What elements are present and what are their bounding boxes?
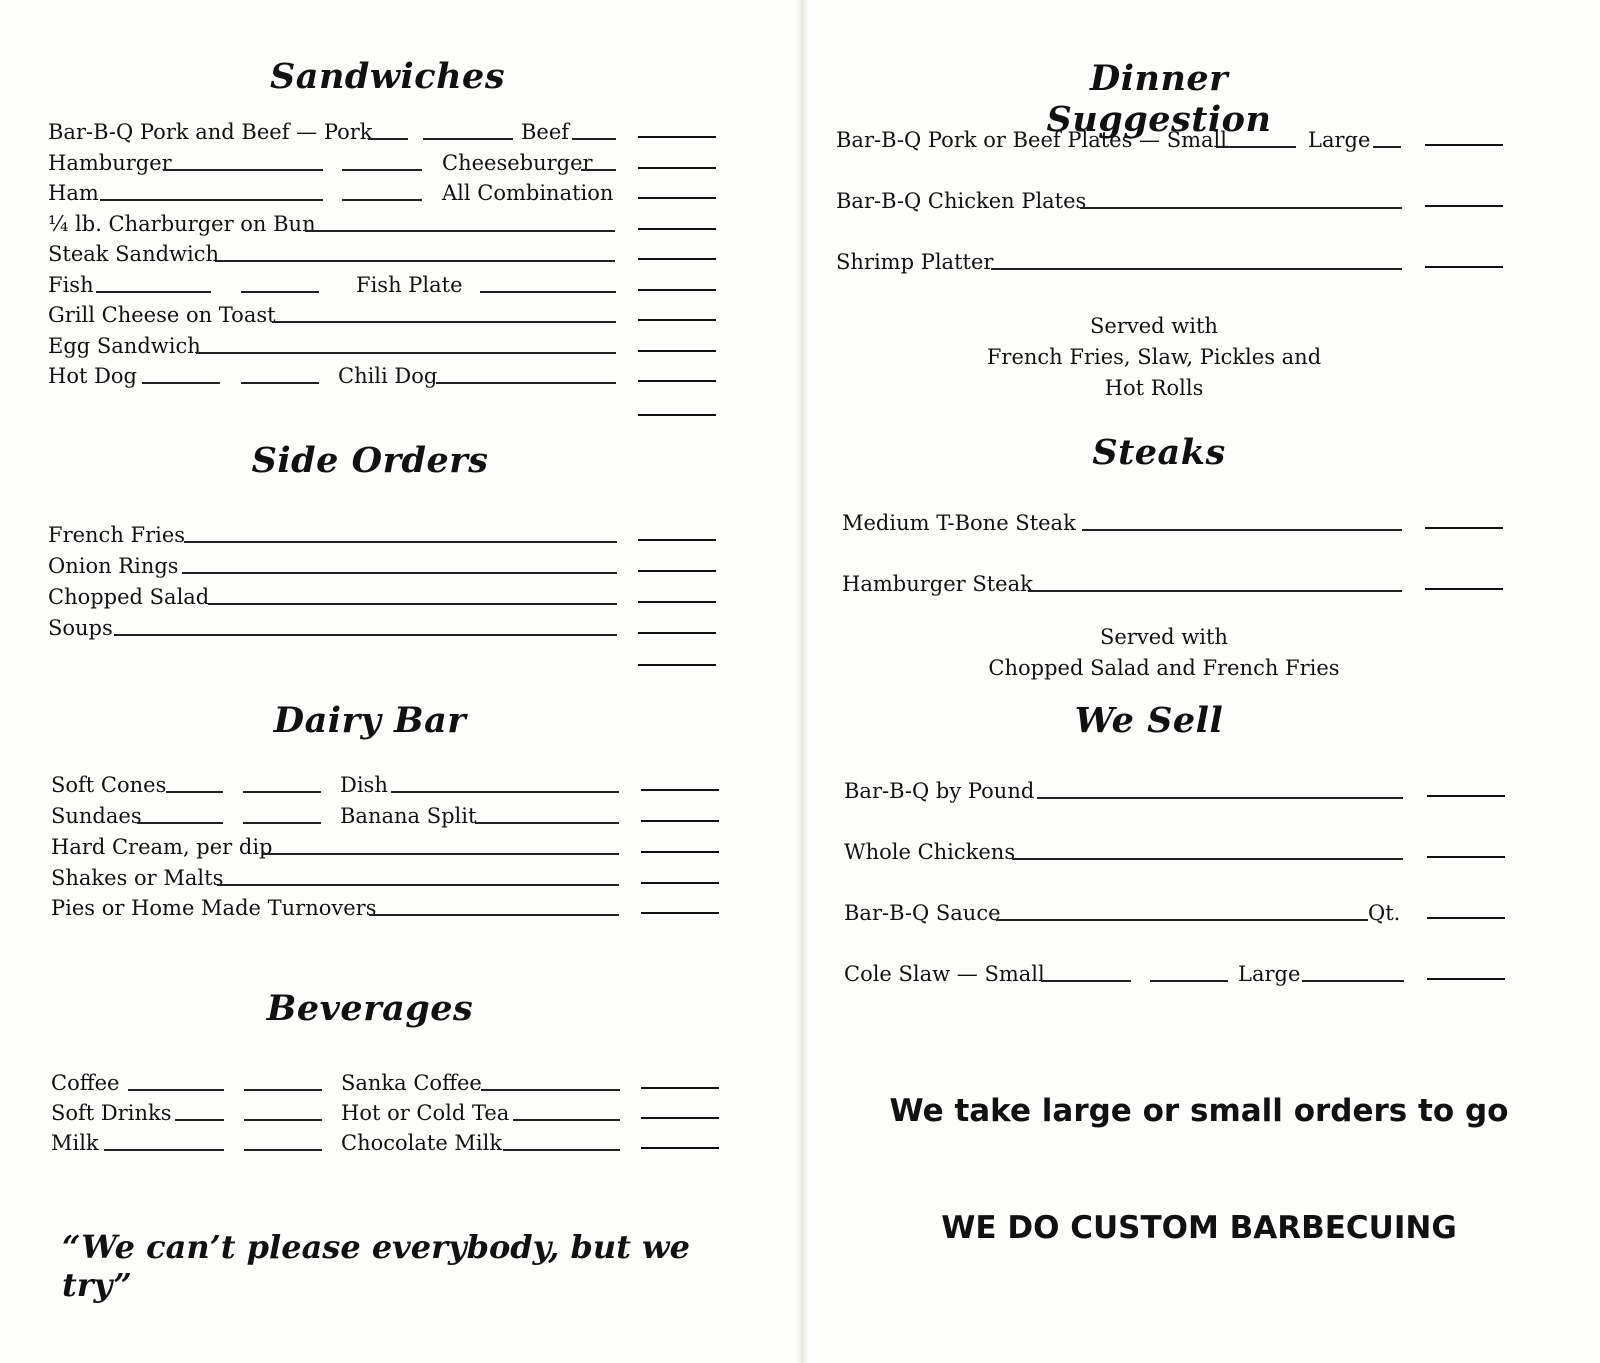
menu-row [48, 583, 728, 613]
price-line [638, 197, 716, 199]
menu-row [836, 248, 1516, 278]
sandwiches-heading: Sandwiches [270, 56, 506, 97]
slogan: “We can’t please everybody, but we try” [62, 1228, 690, 1304]
item-label: ¼ lb. Charburger on Bun [48, 212, 316, 236]
item-label: Hard Cream, per dip [51, 835, 273, 859]
menu-row [51, 1069, 731, 1099]
fill-line [481, 1089, 620, 1091]
beverages-heading: Beverages [266, 988, 474, 1029]
fill-line [142, 382, 220, 384]
price-line [1425, 144, 1503, 146]
item-label: Cole Slaw — Small [844, 962, 1045, 986]
item-label: Egg Sandwich [48, 334, 201, 358]
price-line [641, 851, 719, 853]
menu-row [844, 899, 1524, 929]
left-page [0, 0, 795, 1363]
fill-line [503, 1149, 620, 1151]
menu-row [836, 126, 1516, 156]
menu-row [51, 771, 731, 801]
price-line [641, 882, 719, 884]
item-label: Bar-B-Q Chicken Plates [836, 189, 1087, 213]
fill-line [175, 1119, 224, 1121]
item-label: Sanka Coffee [341, 1071, 482, 1095]
fill-line [1041, 980, 1131, 982]
menu-row [48, 521, 728, 551]
menu-row [844, 960, 1524, 990]
item-label: Soft Cones [51, 773, 167, 797]
price-line [641, 820, 719, 822]
price-line [1150, 980, 1228, 982]
item-label: Ham [48, 181, 99, 205]
price-line [1425, 588, 1503, 590]
menu-row [48, 301, 728, 331]
item-label: Bar-B-Q by Pound [844, 779, 1035, 803]
we-sell-heading: We Sell [1074, 700, 1224, 741]
menu-row [48, 149, 728, 179]
item-label: Sundaes [51, 804, 142, 828]
fill-line [1028, 590, 1402, 592]
price-line [641, 912, 719, 914]
fill-line [1082, 529, 1402, 531]
item-label: Large [1308, 128, 1371, 152]
fill-line [369, 914, 619, 916]
price-line [638, 570, 716, 572]
fill-line [1302, 980, 1404, 982]
fill-line [391, 791, 619, 793]
price-line [241, 382, 319, 384]
item-label: Chopped Salad [48, 585, 210, 609]
dinner-suggestion-heading: Dinner Suggestion [1046, 58, 1272, 140]
item-label: Soups [48, 616, 113, 640]
price-line [1425, 527, 1503, 529]
price-line [1216, 146, 1296, 148]
item-label: Coffee [51, 1071, 120, 1095]
price-line [1425, 266, 1503, 268]
price-line [342, 169, 422, 171]
item-label: Large [1238, 962, 1301, 986]
fill-line [1037, 797, 1403, 799]
item-label: Cheeseburger [442, 151, 593, 175]
fill-line [263, 853, 619, 855]
price-line [638, 228, 716, 230]
steaks-heading: Steaks [1092, 432, 1226, 473]
price-line [1425, 205, 1503, 207]
item-label: Onion Rings [48, 554, 179, 578]
price-line [243, 822, 321, 824]
menu-row [51, 1099, 731, 1129]
fill-line [305, 230, 615, 232]
price-line [638, 539, 716, 541]
page-fold [795, 0, 809, 1363]
price-line [638, 136, 716, 138]
menu-row [842, 570, 1522, 600]
menu-row [51, 1129, 731, 1159]
fill-line [196, 352, 616, 354]
menu-row [51, 894, 731, 924]
price-line [243, 791, 321, 793]
fill-line [215, 260, 615, 262]
price-line [1427, 856, 1505, 858]
item-label: Milk [51, 1131, 99, 1155]
dinner-served-with [959, 311, 1349, 404]
served-line: Hot Rolls [1104, 376, 1204, 400]
price-line [241, 291, 319, 293]
item-label: Dish [340, 773, 388, 797]
orders-to-go: We take large or small orders to go [889, 1093, 1509, 1129]
menu-row [842, 509, 1522, 539]
price-line [638, 258, 716, 260]
menu-row [48, 179, 728, 209]
price-line [638, 167, 716, 169]
side-orders-heading: Side Orders [251, 440, 489, 481]
fill-line [184, 541, 617, 543]
price-line [641, 1117, 719, 1119]
price-line [244, 1149, 322, 1151]
fill-line [208, 603, 617, 605]
fill-line [128, 1089, 224, 1091]
menu-row [48, 552, 728, 582]
menu-row [48, 210, 728, 240]
fill-line [137, 822, 223, 824]
served-line: French Fries, Slaw, Pickles and [986, 345, 1322, 369]
item-label: All Combination [442, 181, 614, 205]
menu-row [844, 838, 1524, 868]
fill-line [1080, 207, 1402, 209]
fill-line [100, 199, 323, 201]
item-label: Grill Cheese on Toast [48, 303, 276, 327]
price-line [423, 138, 513, 140]
menu-row [51, 833, 731, 863]
price-line [244, 1119, 322, 1121]
price-line [638, 350, 716, 352]
item-label: Shrimp Platter [836, 250, 994, 274]
fill-line [513, 1119, 620, 1121]
fill-line [104, 1149, 224, 1151]
price-line [641, 789, 719, 791]
fill-line [166, 791, 223, 793]
menu-row [48, 271, 728, 301]
fill-line [572, 138, 616, 140]
fill-line [163, 169, 323, 171]
item-label: Banana Split [340, 804, 477, 828]
item-label: Bar-B-Q Pork and Beef — Pork [48, 120, 373, 144]
fill-line [436, 382, 616, 384]
price-line [638, 632, 716, 634]
item-label: Hot or Cold Tea [341, 1101, 510, 1125]
item-label: Fish Plate [356, 273, 463, 297]
price-line [244, 1089, 322, 1091]
item-label: Hamburger Steak [842, 572, 1033, 596]
menu-row [48, 118, 728, 148]
item-label: Pies or Home Made Turnovers [51, 896, 377, 920]
right-page [809, 0, 1600, 1363]
fill-line [1373, 146, 1401, 148]
price-line [638, 319, 716, 321]
fill-line [182, 572, 617, 574]
fill-line [96, 291, 211, 293]
item-label: Chili Dog [338, 364, 438, 388]
fill-line [114, 634, 617, 636]
served-line: Chopped Salad and French Fries [988, 656, 1340, 680]
item-label: Medium T-Bone Steak [842, 511, 1076, 535]
price-line [641, 1087, 719, 1089]
price-line [1427, 795, 1505, 797]
price-line [638, 601, 716, 603]
dairy-bar-heading: Dairy Bar [273, 700, 467, 741]
price-line [641, 1147, 719, 1149]
fill-line [217, 884, 619, 886]
item-label: Whole Chickens [844, 840, 1016, 864]
fill-line [475, 822, 619, 824]
menu-row [836, 187, 1516, 217]
fill-line [996, 919, 1368, 921]
menu-row [48, 362, 728, 392]
price-line [638, 414, 716, 416]
fill-line [480, 291, 616, 293]
item-label: French Fries [48, 523, 186, 547]
menu-row [48, 240, 728, 270]
item-label: Bar-B-Q Sauce [844, 901, 1001, 925]
menu-row [48, 614, 728, 644]
item-label: Fish [48, 273, 94, 297]
item-label: Soft Drinks [51, 1101, 172, 1125]
item-label: Shakes or Malts [51, 866, 224, 890]
custom-barbecuing: WE DO CUSTOM BARBECUING [941, 1210, 1457, 1246]
item-label: Beef [521, 120, 570, 144]
fill-line [581, 169, 616, 171]
served-line: Served with [1100, 625, 1228, 649]
fill-line [368, 138, 408, 140]
item-label: Hamburger [48, 151, 172, 175]
fill-line [991, 268, 1402, 270]
fill-line [1012, 858, 1403, 860]
item-label: Steak Sandwich [48, 242, 220, 266]
price-line [638, 289, 716, 291]
menu-row [48, 332, 728, 362]
item-label: Qt. [1368, 901, 1401, 925]
menu-row [51, 802, 731, 832]
item-label: Chocolate Milk [341, 1131, 503, 1155]
price-line [1427, 917, 1505, 919]
menu-row [844, 777, 1524, 807]
price-line [638, 380, 716, 382]
served-line: Served with [1090, 314, 1218, 338]
price-line [638, 664, 716, 666]
menu-row [51, 864, 731, 894]
item-label: Hot Dog [48, 364, 137, 388]
fill-line [272, 321, 616, 323]
price-line [342, 199, 422, 201]
steaks-served-with [969, 622, 1359, 684]
item-label: Bar-B-Q Pork or Beef Plates — Small [836, 128, 1227, 152]
price-line [1427, 978, 1505, 980]
